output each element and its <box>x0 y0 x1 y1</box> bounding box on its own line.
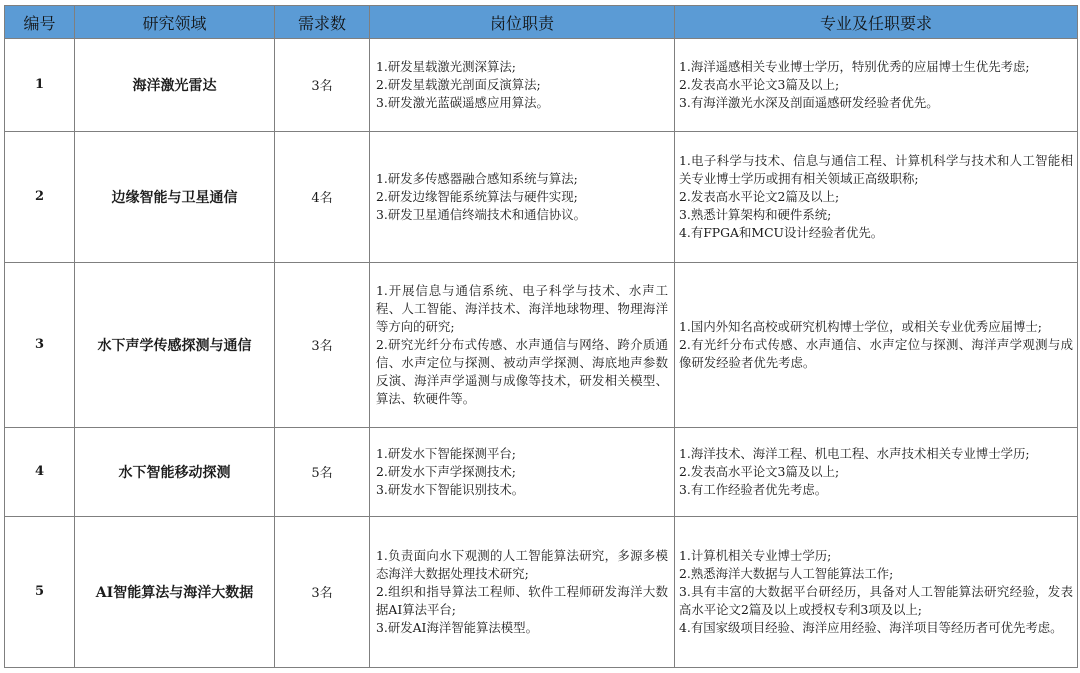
headcount: 3名 <box>275 516 370 667</box>
requirements-cell <box>675 131 1078 262</box>
duty-item: 2.研发边缘智能系统算法与硬件实现; <box>376 188 578 204</box>
header-count: 需求数 <box>275 6 370 39</box>
requirement-item: 1.海洋遥感相关专业博士学历，特别优秀的应届博士生优先考虑; <box>679 58 1030 74</box>
row-number: 5 <box>5 516 75 667</box>
duties-cell <box>370 39 675 132</box>
duty-item: 2.研发水下声学探测技术; <box>376 463 516 479</box>
duty-item: 3.研发卫星通信终端技术和通信协议。 <box>376 206 587 222</box>
table-row <box>5 516 1078 667</box>
headcount: 4名 <box>275 131 370 262</box>
row-number: 1 <box>5 39 75 132</box>
duties-list <box>370 547 674 637</box>
header-requirements: 专业及任职要求 <box>675 6 1078 39</box>
research-field: 边缘智能与卫星通信 <box>75 131 275 262</box>
requirements-cell <box>675 262 1078 427</box>
duty-item: 1.研发多传感器融合感知系统与算法; <box>376 170 578 186</box>
header-field: 研究领域 <box>75 6 275 39</box>
requirements-cell <box>675 428 1078 517</box>
requirements-list <box>675 445 1077 499</box>
requirement-item: 3.有工作经验者优先考虑。 <box>679 481 828 497</box>
requirement-item: 2.发表高水平论文3篇及以上; <box>679 76 840 92</box>
duty-item: 1.负责面向水下观测的人工智能算法研究，多源多模态海洋大数据处理技术研究; <box>376 547 668 581</box>
requirements-list <box>675 58 1077 112</box>
duty-item: 3.研发水下智能识别技术。 <box>376 481 525 497</box>
requirement-item: 1.国内外知名高校或研究机构博士学位，或相关专业优秀应届博士; <box>679 318 1042 334</box>
requirements-cell <box>675 516 1078 667</box>
duty-item: 2.研究光纤分布式传感、水声通信与网络、跨介质通信、水声定位与探测、被动声学探测、海底地声参数反演、海洋声学遥测与成像等技术，研发相关模型、算法、软硬件等。 <box>376 336 668 406</box>
header-row <box>5 6 1078 39</box>
duties-cell <box>370 262 675 427</box>
requirements-list <box>675 152 1077 242</box>
requirement-item: 3.有海洋激光水深及剖面遥感研发经验者优先。 <box>679 94 939 110</box>
duty-item: 1.开展信息与通信系统、电子科学与技术、水声工程、人工智能、海洋技术、海洋地球物理、物理海洋等方向的研究; <box>376 282 668 334</box>
requirement-item: 3.熟悉计算架构和硬件系统; <box>679 206 832 222</box>
requirement-item: 2.有光纤分布式传感、水声通信、水声定位与探测、海洋声学观测与成像研发经验者优先考虑。 <box>679 336 1073 370</box>
duties-list <box>370 170 674 224</box>
requirements-cell <box>675 39 1078 132</box>
headcount: 5名 <box>275 428 370 517</box>
requirement-item: 1.电子科学与技术、信息与通信工程、计算机科学与技术和人工智能相关专业博士学历或拥有相关领域正高级职称; <box>679 152 1073 186</box>
requirement-item: 2.发表高水平论文3篇及以上; <box>679 463 840 479</box>
duties-cell <box>370 428 675 517</box>
requirement-item: 4.有FPGA和MCU设计经验者优先。 <box>679 224 884 240</box>
research-field: 海洋激光雷达 <box>75 39 275 132</box>
duties-list <box>370 58 674 112</box>
research-field: AI智能算法与海洋大数据 <box>75 516 275 667</box>
duty-item: 3.研发AI海洋智能算法模型。 <box>376 619 538 635</box>
table-row <box>5 39 1078 132</box>
header-no: 编号 <box>5 6 75 39</box>
research-field: 水下智能移动探测 <box>75 428 275 517</box>
row-number: 2 <box>5 131 75 262</box>
requirements-list <box>675 547 1077 637</box>
duties-cell <box>370 131 675 262</box>
row-number: 3 <box>5 262 75 427</box>
duty-item: 2.组织和指导算法工程师、软件工程师研发海洋大数据AI算法平台; <box>376 583 668 617</box>
duty-item: 2.研发星载激光剖面反演算法; <box>376 76 541 92</box>
requirement-item: 1.海洋技术、海洋工程、机电工程、水声技术相关专业博士学历; <box>679 445 1030 461</box>
research-field: 水下声学传感探测与通信 <box>75 262 275 427</box>
duty-item: 3.研发激光蓝碳遥感应用算法。 <box>376 94 549 110</box>
table-row <box>5 131 1078 262</box>
requirements-list <box>675 318 1077 372</box>
headcount: 3名 <box>275 262 370 427</box>
duties-list <box>370 282 674 408</box>
requirement-item: 2.熟悉海洋大数据与人工智能算法工作; <box>679 565 894 581</box>
duty-item: 1.研发水下智能探测平台; <box>376 445 516 461</box>
requirement-item: 1.计算机相关专业博士学历; <box>679 547 832 563</box>
requirement-item: 4.有国家级项目经验、海洋应用经验、海洋项目等经历者可优先考虑。 <box>679 619 1063 635</box>
recruitment-table <box>4 5 1078 668</box>
duties-list <box>370 445 674 499</box>
requirement-item: 2.发表高水平论文2篇及以上; <box>679 188 840 204</box>
row-number: 4 <box>5 428 75 517</box>
headcount: 3名 <box>275 39 370 132</box>
table-row <box>5 262 1078 427</box>
table-row <box>5 428 1078 517</box>
header-duty: 岗位职责 <box>370 6 675 39</box>
duty-item: 1.研发星载激光测深算法; <box>376 58 516 74</box>
requirement-item: 3.具有丰富的大数据平台研经历，具备对人工智能算法研究经验，发表高水平论文2篇及以上或授权专利3项及以上; <box>679 583 1073 617</box>
duties-cell <box>370 516 675 667</box>
